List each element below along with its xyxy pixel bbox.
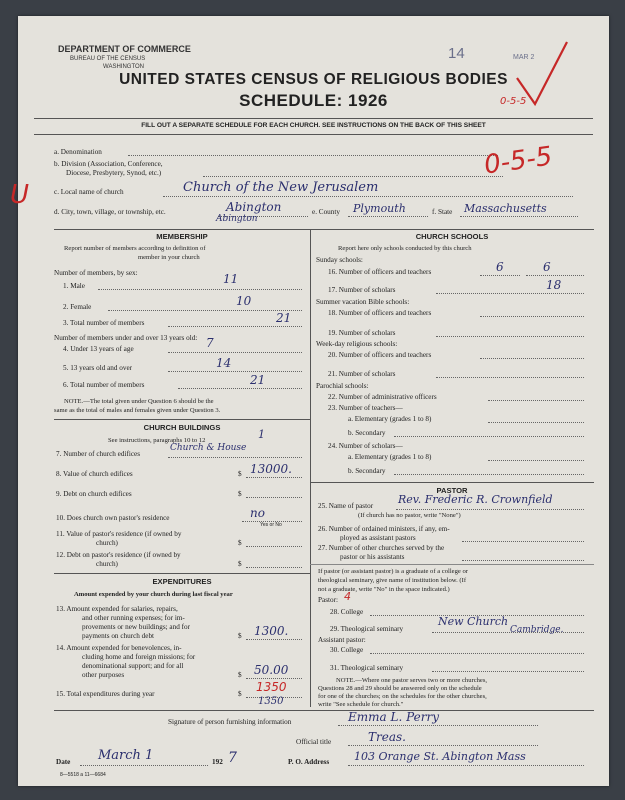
q21-label: 21. Number of scholars [328, 370, 396, 378]
q17-label: 17. Number of scholars [328, 286, 396, 294]
q5-over13-value: 14 [216, 356, 232, 370]
q11-label-cont: church) [96, 539, 118, 547]
q17-value: 18 [546, 278, 562, 292]
membership-intro: Report number of members according to definition of [64, 245, 206, 252]
q16-label: 16. Number of officers and teachers [328, 268, 432, 276]
year-value: 7 [228, 750, 237, 766]
state-label: f. State [432, 208, 453, 216]
schedule-title: UNITED STATES CENSUS OF RELIGIOUS BODIES [119, 71, 508, 88]
membership-note: NOTE.—The total given under Question 6 should be the [64, 398, 214, 405]
q9-debt-label: 9. Debt on church edifices [56, 490, 132, 498]
q10-yes-no-hint: Yes or No [260, 522, 282, 528]
q19-label: 19. Number of scholars [328, 329, 396, 337]
q9-dollar: $ [238, 490, 242, 498]
q26-label-2: ployed as assistant pastors [340, 534, 416, 542]
q7-edifices-value: Church & House [170, 443, 247, 453]
po-address-value: 103 Orange St. Abington Mass [354, 750, 526, 763]
q30-college-label: 30. College [330, 646, 364, 654]
q25-none-hint: (If church has no pastor, write "None") [358, 512, 461, 519]
q31-seminary-label: 31. Theological seminary [330, 664, 404, 672]
q27-label: 27. Number of other churches served by the [318, 544, 445, 552]
q14-value: 50.00 [254, 663, 289, 677]
coding-mark-top: 0-5-5 [500, 96, 527, 107]
q6-total-value: 21 [250, 373, 266, 387]
q29-seminary-value: New Church [438, 615, 509, 628]
q13-label-2: and other running expenses; for im- [82, 614, 185, 622]
city-value: Abington [226, 200, 282, 214]
q11-value-residence-label: 11. Value of pastor's residence (if owned by [56, 530, 182, 538]
q14-label: 14. Amount expended for benevolences, in- [56, 644, 182, 652]
local-name-value: Church of the New Jerusalem [183, 180, 379, 195]
q23-label: 23. Number of teachers— [328, 404, 403, 412]
age-groups-label: Number of members under and over 13 years old: [54, 334, 198, 342]
q15-value-red: 1350 [256, 680, 287, 694]
q12-label-cont: church) [96, 560, 118, 568]
county-label: e. County [312, 208, 340, 216]
q16-value-2: 6 [543, 260, 551, 274]
buildings-heading: CHURCH BUILDINGS [143, 423, 221, 432]
date-label: Date [56, 758, 71, 766]
q14-dollar: $ [238, 671, 242, 679]
q6-total-label: 6. Total number of members [63, 381, 145, 389]
pastor-note-2: Questions 28 and 29 should be answered only on the schedule [318, 685, 482, 692]
members-by-sex-label: Number of members, by sex: [54, 269, 138, 277]
q8-value: 13000. [250, 462, 292, 476]
year-prefix: 192 [212, 758, 223, 766]
q29-seminary-label: 29. Theological seminary [330, 625, 404, 633]
pastor-heading: PASTOR [436, 486, 468, 495]
q24a-label: a. Elementary (grades 1 to 8) [348, 453, 432, 461]
city-label-field: d. City, town, village, or township, etc. [54, 208, 166, 216]
official-title-label: Official title [296, 738, 332, 746]
pastor-subheading: Pastor: [318, 596, 338, 604]
q8-value-label: 8. Value of church edifices [56, 470, 133, 478]
q20-label: 20. Number of officers and teachers [328, 351, 432, 359]
q15-value-pencil: 1350 [258, 696, 284, 707]
q22-label: 22. Number of administrative officers [328, 393, 437, 401]
q2-female-value: 10 [236, 294, 252, 308]
bureau-label: BUREAU OF THE CENSUS [70, 56, 146, 62]
department-label: DEPARTMENT OF COMMERCE [58, 44, 191, 54]
parochial-schools-label: Parochial schools: [316, 382, 369, 390]
buildings-see-value: 1 [258, 428, 265, 441]
u-mark: U [10, 180, 30, 210]
schools-heading: CHURCH SCHOOLS [415, 232, 489, 241]
q29-seminary-city: Cambridge. [510, 625, 564, 635]
assistant-pastor-subheading: Assistant pastor: [318, 636, 366, 644]
schedule-year-title: SCHEDULE: 1926 [239, 91, 388, 110]
summer-schools-label: Summer vacation Bible schools: [316, 298, 410, 306]
state-value: Massachusetts [464, 202, 547, 215]
q13-value: 1300. [254, 624, 289, 638]
pastor-note: NOTE.—Where one pastor serves two or more churches, [336, 677, 488, 684]
q25-pastor-name-value: Rev. Frederic R. Crownfield [398, 493, 553, 506]
q12-debt-residence-label: 12. Debt on pastor's residence (if owned by [56, 551, 181, 559]
stamp-number: 14 [448, 45, 465, 62]
q4-under13-label: 4. Under 13 years of age [63, 345, 134, 353]
schools-intro: Report here only schools conducted by this church [338, 245, 472, 252]
local-name-label: c. Local name of church [54, 188, 124, 196]
q15-total-label: 15. Total expenditures during year [56, 690, 155, 698]
city-label: WASHINGTON [103, 64, 145, 70]
q13-label-3: provements or new buildings; and for [82, 623, 190, 631]
membership-heading: MEMBERSHIP [156, 232, 208, 241]
q27-label-2: pastor or his assistants [340, 553, 405, 561]
coding-mark-large: 0-5-5 [482, 141, 555, 181]
fill-out-instructions: FILL OUT A SEPARATE SCHEDULE FOR EACH CHURCH. SEE INSTRUCTIONS ON THE BACK OF THIS SHEET [141, 122, 486, 129]
graduate-instructions-2: theological seminary, give name of institution below. (If [318, 577, 467, 584]
expenditures-intro: Amount expended by your church during last fiscal year [74, 591, 233, 598]
q11-dollar: $ [238, 539, 242, 547]
q18-label: 18. Number of officers and teachers [328, 309, 432, 317]
denomination-label: a. Denomination [54, 148, 102, 156]
pastor-note-3: for one of the churches; on the schedules for the other churches, [318, 693, 487, 700]
q23b-label: b. Secondary [348, 429, 386, 437]
pastor-note-4: write "See schedule for church." [318, 701, 404, 708]
q26-label: 26. Number of ordained ministers, if any, em- [318, 525, 450, 533]
q1-male-label: 1. Male [63, 282, 85, 290]
q23a-label: a. Elementary (grades 1 to 8) [348, 415, 432, 423]
city-subvalue: Abington [216, 214, 258, 224]
county-value: Plymouth [353, 202, 406, 215]
q3-total-label: 3. Total number of members [63, 319, 145, 327]
q1-male-value: 11 [223, 272, 239, 286]
q15-dollar: $ [238, 690, 242, 698]
q5-over13-label: 5. 13 years old and over [63, 364, 133, 372]
membership-intro-2: member in your church [138, 254, 200, 261]
q28-college-label: 28. College [330, 608, 364, 616]
q12-dollar: $ [238, 560, 242, 568]
buildings-see-instructions: See instructions, paragraphs 10 to 12 [108, 437, 206, 444]
q13-dollar: $ [238, 632, 242, 640]
membership-note-2: same as the total of males and females given under Question 3. [54, 407, 221, 414]
q16-value: 6 [496, 260, 504, 274]
graduate-instructions: If pastor (or assistant pastor) is a graduate of a college or [318, 568, 468, 575]
stamp-date: MAR 2 [513, 54, 535, 61]
q14-label-2: cluding home and foreign missions; for [82, 653, 196, 661]
q14-label-3: denominational support; and for all [82, 662, 184, 670]
q10-residence-label: 10. Does church own pastor's residence [56, 514, 170, 522]
q13-label: 13. Amount expended for salaries, repairs, [56, 605, 178, 613]
official-title-value: Treas. [368, 730, 406, 744]
po-address-label: P. O. Address [288, 758, 330, 766]
graduate-instructions-3: not a graduate, write "No" in the space indicated.) [318, 586, 450, 593]
expenditures-heading: EXPENDITURES [152, 577, 212, 586]
q3-total-value: 21 [276, 311, 292, 325]
sunday-schools-label: Sunday schools: [316, 256, 363, 264]
census-schedule-sheet [10, 16, 609, 786]
q8-dollar: $ [238, 470, 242, 478]
q24-label: 24. Number of scholars— [328, 442, 403, 450]
q24b-label: b. Secondary [348, 467, 386, 475]
q14-label-4: other purposes [82, 671, 125, 679]
q13-label-4: payments on church debt [82, 632, 155, 640]
q25-pastor-name-label: 25. Name of pastor [318, 502, 374, 510]
pastor-coding-mark: 4 [344, 590, 351, 603]
q4-under13-value: 7 [206, 336, 214, 350]
q10-residence-value: no [250, 506, 265, 520]
q2-female-label: 2. Female [63, 303, 92, 311]
q7-edifices-label: 7. Number of church edifices [56, 450, 141, 458]
signature-value: Emma L. Perry [348, 710, 439, 724]
signature-label: Signature of person furnishing information [168, 718, 292, 726]
weekday-schools-label: Week-day religious schools: [316, 340, 398, 348]
date-value: March 1 [98, 748, 154, 763]
division-sublabel: Diocese, Presbytery, Synod, etc.) [66, 169, 162, 177]
form-number: 8—5518 a 11—6684 [60, 772, 106, 778]
division-label: b. Division (Association, Conference, [54, 160, 163, 168]
